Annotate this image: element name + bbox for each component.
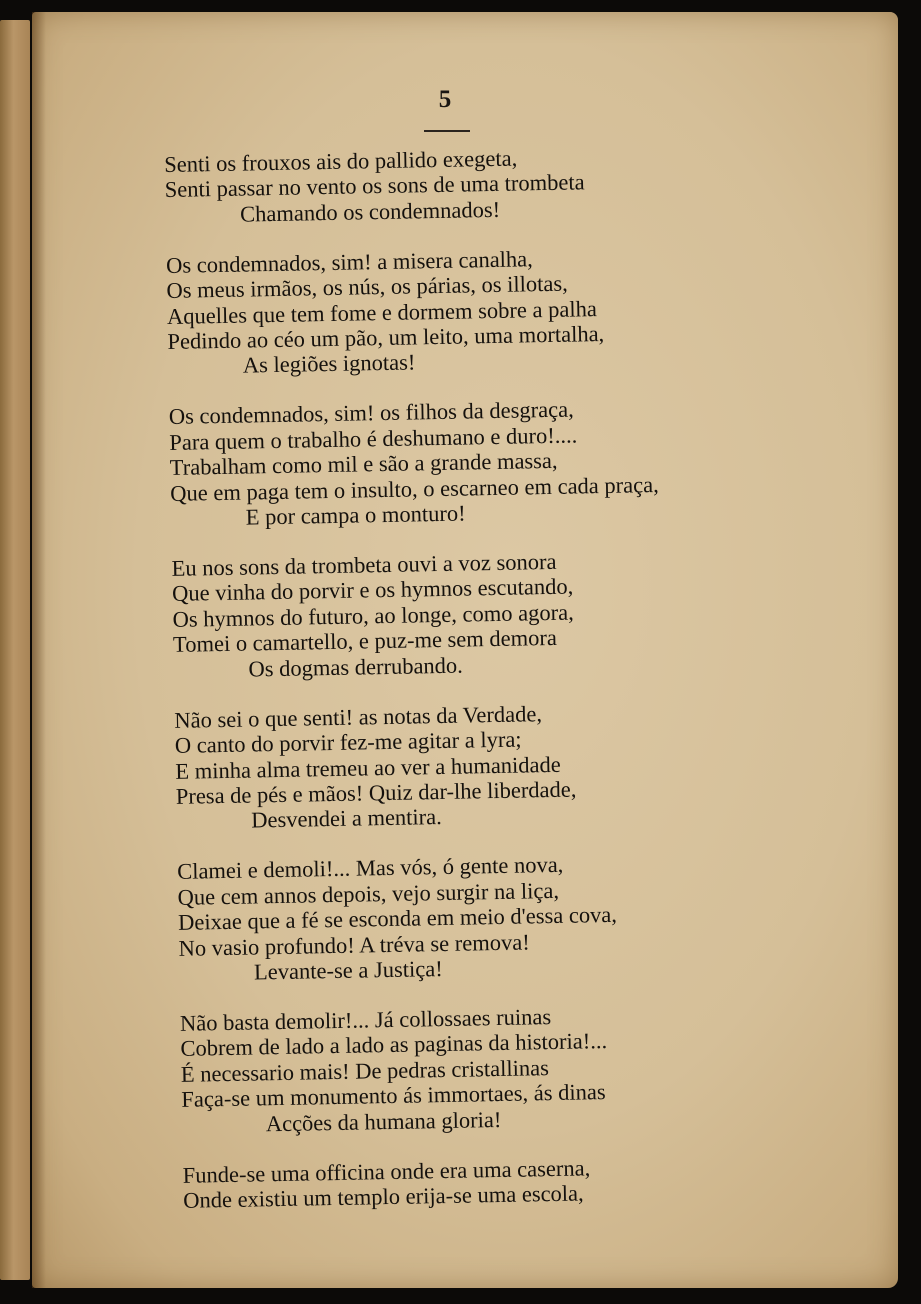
stanza [169, 392, 871, 532]
book-page [32, 12, 898, 1288]
verse-line: Os condemnados, sim! os filhos da desgraça, [168, 396, 574, 430]
verse-line: Os condemnados, sim! a misera canalha, [165, 246, 534, 278]
verse-line: Não basta demolir!... Já collossaes ruinas [179, 1003, 552, 1036]
page-gutter-shadow [32, 12, 46, 1288]
verse-line: Faça-se um monumento ás immortaes, ás dinas [181, 1079, 606, 1112]
verse-line: Clamei e demoli!... Mas vós, ó gente nova, [176, 852, 564, 885]
verse-line: E minha alma tremeu ao ver a humanidade [175, 751, 561, 784]
stanza [171, 543, 873, 683]
stanza [177, 846, 879, 986]
verse-line: Que cem annos depois, vejo surgir na liça, [177, 877, 560, 910]
verse-line: É necessario mais! De pedras cristallinas [180, 1054, 550, 1087]
verse-line: Os hymnos do futuro, ao longe, como agora, [172, 599, 574, 632]
verse-line: Que vinha do porvir e os hymnos escutando, [171, 574, 574, 607]
verse-line: O canto do porvir fez-me agitar a lyra; [174, 726, 522, 758]
verse-line-indented: Chamando os condemnados! [239, 196, 501, 227]
page-number: 5 [438, 86, 452, 113]
verse-line: Os meus irmãos, os nús, os párias, os illotas, [166, 270, 568, 304]
verse-line-indented: Desvendei a mentira. [251, 804, 443, 833]
verse-line: Aquelles que tem fome e dormem sobre a palha [166, 295, 598, 329]
verse-line: Onde existiu um templo erija-se uma escola, [182, 1180, 584, 1213]
verse-line: Trabalham como mil e são a grande massa, [169, 448, 558, 481]
stanza [164, 139, 865, 228]
verse-line: Deixae que a fé se esconda em meio d'essa cova, [177, 901, 618, 935]
stanza [183, 1150, 884, 1214]
verse-line-indented: E por campa o monturo! [245, 500, 466, 530]
verse-line-indented: Levante-se a Justiça! [253, 955, 443, 985]
verse-line-indented: Os dogmas derrubando. [248, 652, 464, 682]
verse-line: Tomei o camartello, e puz-me sem demora [172, 625, 558, 658]
page-number-rule [424, 130, 470, 132]
left-page-edge [0, 20, 30, 1280]
verse-line: Pedindo ao céo um pão, um leito, uma mortalha, [167, 320, 605, 354]
verse-line-indented: Acções da humana gloria! [265, 1106, 502, 1136]
verse-line: Senti passar no vento os sons de uma trombeta [164, 169, 585, 203]
poem-body [164, 139, 884, 1238]
stanza [180, 998, 882, 1138]
verse-line: Funde-se uma officina onde era uma caserna, [182, 1154, 591, 1188]
verse-line: No vasio profundo! A tréva se remova! [178, 928, 530, 961]
stanza [174, 695, 876, 835]
verse-line: Cobrem de lado a lado as paginas da historia!... [180, 1028, 608, 1062]
verse-line: Presa de pés e mãos! Quiz dar-lhe liberdade, [175, 776, 577, 809]
verse-line: Para quem o trabalho é deshumano e duro!.... [169, 422, 578, 455]
verse-line-indented: As legiões ignotas! [242, 349, 416, 379]
verse-line: Não sei o que senti! as notas da Verdade, [174, 700, 543, 733]
verse-line: Senti os frouxos ais do pallido exegeta, [164, 145, 518, 177]
verse-line: Eu nos sons da trombeta ouvi a voz sonora [171, 548, 557, 581]
verse-line: Que em paga tem o insulto, o escarneo em cada praça, [170, 471, 659, 506]
stanza [166, 240, 868, 380]
